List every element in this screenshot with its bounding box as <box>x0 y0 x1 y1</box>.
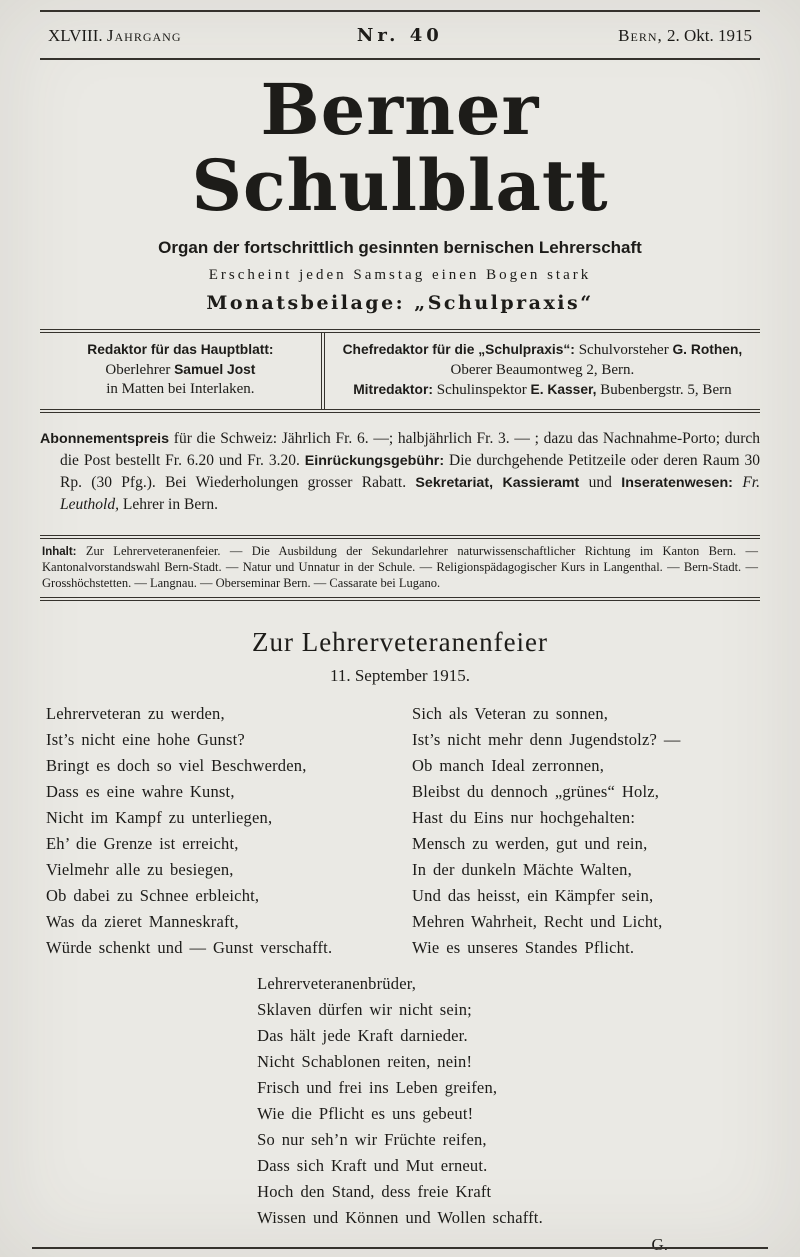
editor-main-name <box>44 360 317 381</box>
poem-line: Hast du Eins nur hochgehalten: <box>412 808 636 828</box>
author-signature: G. <box>651 1235 668 1255</box>
poem-line: Sklaven dürfen wir nicht sein; <box>257 1000 472 1020</box>
secretariat-conj: und <box>579 473 622 491</box>
contents-label: Inhalt: <box>42 545 77 558</box>
bottom-rule <box>32 1247 768 1249</box>
secretariat-label: Sekretariat, Kassieramt <box>415 474 580 491</box>
publication-city: Bern, <box>618 26 663 45</box>
poem-line: Sich als Veteran zu sonnen, <box>412 704 609 724</box>
poem-line: In der dunkeln Mächte Walten, <box>412 860 632 880</box>
poem-line: Nicht im Kampf zu unterliegen, <box>46 808 273 828</box>
poem-line: Mensch zu werden, gut und rein, <box>412 834 648 854</box>
poem-line: Dass sich Kraft und Mut erneut. <box>257 1156 488 1176</box>
poem-line: Das hält jede Kraft darnieder. <box>257 1026 468 1046</box>
adverts-label: Inseratenwesen: <box>621 474 743 491</box>
publication-frequency: Erscheint jeden Samstag einen Bogen stark <box>208 267 592 284</box>
editor-co-role: Schulinspektor <box>436 382 531 399</box>
editor-chief-role: Schulvorsteher <box>578 342 673 359</box>
editor-main-name-bold: Samuel Jost <box>174 361 256 377</box>
volume-word: Jahrgang <box>106 26 182 45</box>
poem-line: Würde schenkt und — Gunst verschafft. <box>46 938 333 958</box>
poem-line: Hoch den Stand, dess freie Kraft <box>257 1182 492 1202</box>
poem-line: Was da zieret Manneskraft, <box>46 912 239 932</box>
publication-date <box>618 26 752 46</box>
poem-line: Vielmehr alle zu besiegen, <box>46 860 234 880</box>
editorial-box <box>40 329 760 413</box>
poem-line: Mehren Wahrheit, Recht und Licht, <box>412 912 663 932</box>
contents-list: Zur Lehrerveteranenfeier. — Die Ausbildung der Sekundarlehrer naturwissenschaftlicher Richtung im Kanton Bern. — Kantonalvorstandswahl Bern-Stadt. — Natur und Unnatur in der Schule. — Religionspädagogischer Kurs in Langenthal. — Bern-Stadt. — Grosshöchstetten. — Langnau. — Oberseminar Bern. — Cassarate bei Lugano. <box>42 543 758 590</box>
poem-line: Dass es eine wahre Kunst, <box>46 782 235 802</box>
poem-stanza-center <box>257 971 543 1231</box>
poem-line: Ist’s nicht mehr denn Jugendstolz? — <box>412 730 681 750</box>
poem-line: Wie die Pflicht es uns gebeut! <box>257 1104 474 1124</box>
insertion-fee-label: Einrückungsgebühr: <box>304 452 445 469</box>
editor-co-address: Bubenbergstr. 5, Bern <box>596 382 732 399</box>
subscription-info <box>40 428 760 516</box>
editor-chief-line <box>329 340 756 361</box>
poem-line: Wie es unseres Standes Pflicht. <box>412 938 635 958</box>
editor-main-block <box>40 333 321 409</box>
editor-chief-name: G. Rothen, <box>672 342 743 358</box>
publication-date-text: 2. Okt. 1915 <box>662 26 752 45</box>
volume-number: XLVIII. <box>48 26 107 45</box>
article-title: Zur Lehrerveteranenfeier <box>251 627 549 658</box>
volume-label <box>48 26 182 46</box>
poem-line: Nicht Schablonen reiten, nein! <box>257 1052 473 1072</box>
poem-line: Und das heisst, ein Kämpfer sein, <box>412 886 654 906</box>
editor-main-title: Redaktor für das Hauptblatt: <box>87 342 274 358</box>
editor-co-name: E. Kasser, <box>530 382 597 398</box>
editor-co-line <box>329 380 756 401</box>
editor-co-label: Mitredaktor: <box>353 382 437 398</box>
poem-line: Lehrerveteranenbrüder, <box>257 974 417 994</box>
masthead-row <box>40 12 760 58</box>
poem-stanza-left <box>44 701 400 961</box>
poem-line: Wissen und Können und Wollen schafft. <box>257 1208 543 1228</box>
editor-main-address: in Matten bei Interlaken. <box>106 381 255 398</box>
editor-chief-block <box>325 333 760 409</box>
article-date: 11. September 1915. <box>329 666 471 686</box>
insertion-fee-text: Die durchgehende Petitzeile oder deren Raum 30 Rp. (30 Pfg.). Bei Wiederholungen grosser Rabatt. <box>60 451 760 491</box>
issue-number: Nr. 40 <box>356 25 443 46</box>
poem-line: Frisch und frei ins Leben greifen, <box>257 1078 498 1098</box>
masthead-rule <box>40 58 760 60</box>
paper-title: Berner Schulblatt <box>191 68 609 227</box>
poem-line: Ob manch Ideal zerronnen, <box>412 756 605 776</box>
secretary-role: Lehrer in Bern. <box>119 495 218 513</box>
poem-line: Bringt es doch so viel Beschwerden, <box>46 756 307 776</box>
poem-line: Ist’s nicht eine hohe Gunst? <box>46 730 245 750</box>
poem-stanza-right <box>400 701 756 961</box>
table-of-contents <box>40 535 760 602</box>
poem-columns <box>40 701 760 961</box>
secretary-name: Fr. Leuthold, <box>60 473 760 513</box>
subscription-price-label: Abonnementspreis <box>40 430 170 447</box>
editor-chief-address: Oberer Beaumontweg 2, Bern. <box>450 361 635 378</box>
subscription-price-text: für die Schweiz: Jährlich Fr. 6. —; halbjährlich Fr. 3. — ; dazu das Nachnahme-Porto; durch die Post bestellt Fr. 6.20 und Fr. 3.20. <box>60 429 760 469</box>
poem-line: Ob dabei zu Schnee erbleicht, <box>46 886 260 906</box>
poem-line: Eh’ die Grenze ist erreicht, <box>46 834 239 854</box>
poem-line: Lehrerveteran zu werden, <box>46 704 225 724</box>
poem-line: Bleibst du dennoch „grünes“ Holz, <box>412 782 660 802</box>
editor-chief-label: Chefredaktor für die „Schulpraxis“: <box>342 342 579 358</box>
paper-subtitle: Organ der fortschrittlich gesinnten bernischen Lehrerschaft <box>158 238 642 258</box>
editor-main-name-prefix: Oberlehrer <box>105 361 175 378</box>
poem-line: So nur seh’n wir Früchte reifen, <box>257 1130 487 1150</box>
monthly-supplement: Monatsbeilage: „Schulpraxis“ <box>206 292 594 315</box>
